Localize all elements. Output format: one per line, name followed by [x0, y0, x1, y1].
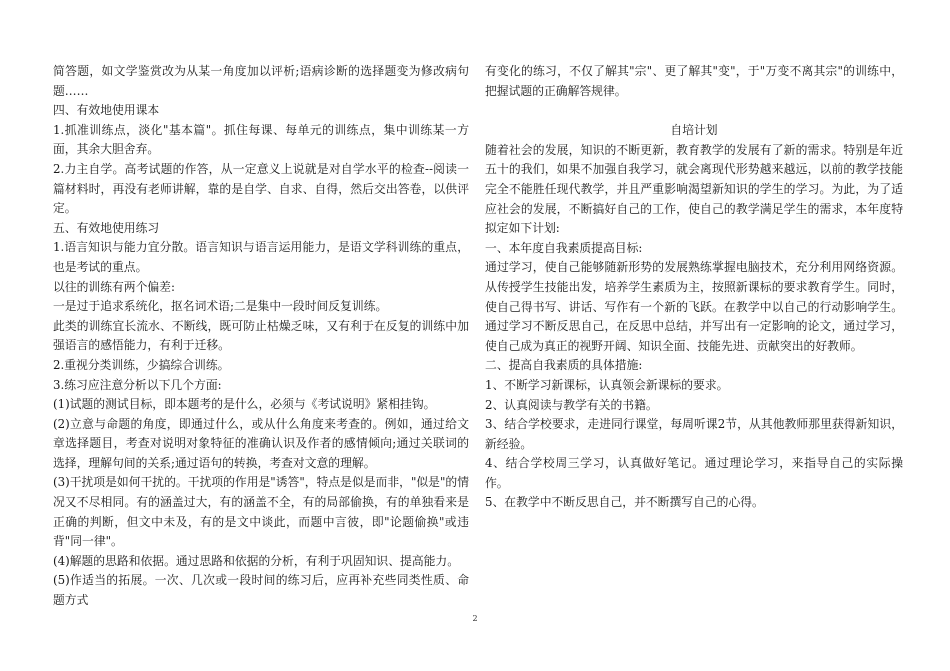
paragraph: 2.重视分类训练，少搞综合训练。	[53, 357, 230, 372]
section-heading: 五、有效地使用练习	[53, 220, 160, 235]
plan-title: 自培计划	[670, 123, 718, 138]
paragraph: 一是过于追求系统化，抠名词术语;二是集中一段时间反复训练。	[53, 299, 388, 314]
paragraph: (3)干扰项是如何干扰的。干扰项的作用是"诱答"，特点是似是而非，"似是"的情况又不尽相同。有的涵盖过大，有的涵盖不全，有的局部偷换，有的单独看来是正确的判断，但文中未及，有的是文中谈此，而题中言彼，即"论题偷换"或违背"同一律"。	[53, 475, 469, 549]
paragraph: (1)试题的测试目标，即本题考的是什么，必须与《考试说明》紧相挂钩。	[53, 397, 436, 412]
paragraph: (5)作适当的拓展。一次、几次或一段时间的练习后，应再补充些同类性质、命题方式	[53, 573, 469, 608]
paragraph: 此类的训练宜长流水、不断线，既可防止枯燥乏味，又有利于在反复的训练中加强语言的感悟能力，有利于迁移。	[53, 318, 469, 353]
list-item: 4、结合学校周三学习，认真做好笔记。通过理论学习，来指导自己的实际操作。	[485, 456, 903, 490]
paragraph: 以往的训练有两个偏差:	[53, 279, 175, 294]
paragraph: 2.力主自学。高考试题的作答，从一定意义上说就是对自学水平的检查--阅读一篇材料时，再没有老师讲解，靠的是自学、自求、自得，然后交出答卷，以供评定。	[53, 161, 469, 216]
paragraph: 3.练习应注意分析以下几个方面:	[53, 377, 222, 392]
list-item: 1、不断学习新课标，认真领会新课标的要求。	[485, 377, 729, 392]
paragraph: 有变化的练习，不仅了解其"宗"、更了解其"变"，于"万变不离其宗"的训练中，把握试题的正确解答规律。	[485, 64, 903, 98]
section-heading: 二、提高自我素质的具体措施:	[485, 358, 643, 373]
page-number: 2	[472, 614, 478, 623]
paragraph: (2)立意与命题的角度，即通过什么，或从什么角度来考查的。例如，通过给文章选择题目，考查对说明对象特征的准确认识及作者的感情倾向;通过关联词的选择，理解句间的关系;通过语句的转换，考查对文意的理解。	[53, 416, 469, 470]
list-item: 2、认真阅读与教学有关的书籍。	[485, 397, 658, 412]
list-item: 3、结合学校要求，走进同行课堂，每周听课2节，从其他教师那里获得新知识，新经验。	[485, 417, 903, 451]
list-item: 5、在教学中不断反思自己，并不断撰写自己的心得。	[485, 495, 764, 510]
right-column	[485, 62, 903, 513]
paragraph: 1.语言知识与能力宜分散。语言知识与语言运用能力，是语文学科训练的重点，也是考试的重点。	[53, 240, 469, 274]
spacer	[485, 101, 903, 121]
paragraph: 简答题，如文学鉴赏改为从某一角度加以评析;语病诊断的选择题变为修改病句题……	[53, 64, 469, 98]
paragraph: (4)解题的思路和依据。通过思路和依据的分析，有利于巩固知识、提高能力。	[53, 553, 460, 568]
paragraph: 随着社会的发展，知识的不断更新，教育教学的发展有了新的需求。特别是年近五十的我们，如果不加强自我学习，就会离现代形势越来越远，以前的教学技能完全不能胜任现代教学，并且严重影响渴望新知识的学生的学习。为此，为了适应社会的发展，不断搞好自己的工作，使自己的教学满足学生的需求，本年度特拟定如下计划:	[485, 142, 903, 236]
left-column	[53, 62, 469, 611]
paragraph: 1.抓准训练点，淡化"基本篇"。抓住每课、每单元的训练点，集中训练某一方面，其余大胆舍弃。	[53, 122, 469, 157]
paragraph: 通过学习，使自己能够随新形势的发展熟练掌握电脑技术，充分利用网络资源。从传授学生技能出发，培养学生素质为主，按照新课标的要求教育学生。同时，使自己得书写、讲话、写作有一个新的飞跃。在教学中以自己的行动影响学生。通过学习不断反思自己，在反思中总结，并写出有一定影响的论文，通过学习，使自己成为真正的视野开阔、知识全面、技能先进、贡献突出的好教师。	[485, 260, 903, 353]
section-heading: 四、有效地使用课本	[53, 103, 160, 118]
section-heading: 一、本年度自我素质提高目标:	[485, 240, 643, 255]
